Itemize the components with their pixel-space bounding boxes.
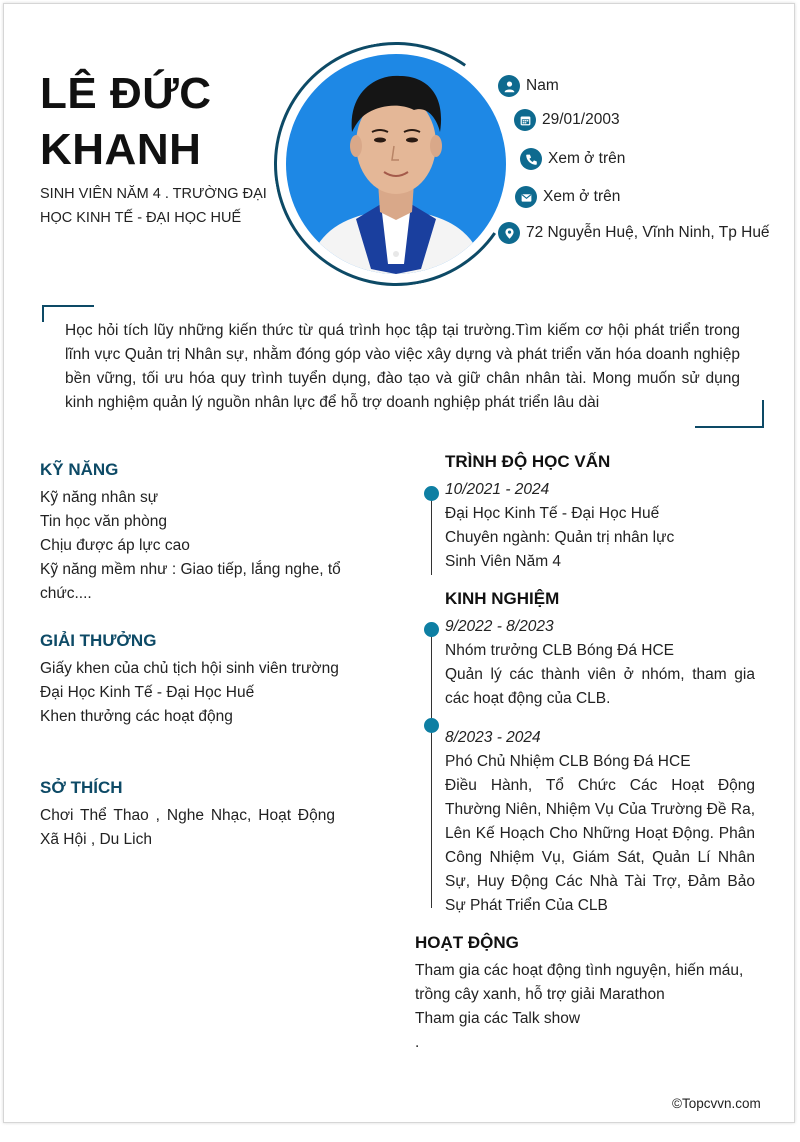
skills-section — [40, 458, 350, 606]
education-date: 10/2021 - 2024 — [445, 481, 550, 498]
email-text: Xem ở trên — [543, 188, 621, 205]
timeline-dot — [424, 718, 439, 733]
experience-entry — [445, 726, 755, 918]
calendar-icon — [514, 109, 536, 131]
award-item: Khen thưởng các hoạt động — [40, 708, 233, 725]
name-line-1: LÊ ĐỨC — [40, 69, 212, 118]
dob-text: 29/01/2003 — [542, 111, 620, 128]
education-heading: TRÌNH ĐỘ HỌC VẤN — [445, 452, 611, 471]
hobbies-text: Chơi Thể Thao , Nghe Nhạc, Hoạt Động Xã Hội , Du Lich — [40, 807, 335, 848]
award-item: Giấy khen của chủ tịch hội sinh viên trường — [40, 660, 339, 677]
name-line-2: KHANH — [40, 125, 202, 174]
activities-heading: HOẠT ĐỘNG — [415, 933, 519, 952]
experience-desc: Điều Hành, Tổ Chức Các Hoạt Động Thường Niên, Nhiệm Vụ Của Trường Đề Ra, Lên Kế Hoạch Cho Những Hoạt Động. Phân Công Nhiệm Vụ, Giám Sát, Quản Lí Nhân Sự, Huy Động Các Nhà Tài Trợ, Đảm Bảo Sự Phát Triển Của CLB — [445, 777, 755, 914]
candidate-title — [40, 182, 290, 230]
contact-dob — [514, 106, 800, 134]
timeline-line-education — [431, 493, 432, 575]
address-text: 72 Nguyễn Huệ, Vĩnh Ninh, Tp Huế — [526, 224, 770, 241]
contact-phone — [520, 145, 800, 173]
activity-item: Tham gia các Talk show — [415, 1010, 581, 1027]
hobbies-section — [40, 776, 335, 852]
skill-item: Kỹ năng nhân sự — [40, 489, 159, 506]
title-line-1: SINH VIÊN NĂM 4 . TRƯỜNG ĐẠI — [40, 186, 267, 202]
activities-section — [415, 931, 760, 1055]
awards-section — [40, 629, 350, 729]
title-line-2: HỌC KINH TẾ - ĐẠI HỌC HUẾ — [40, 210, 242, 226]
experience-date: 8/2023 - 2024 — [445, 729, 541, 746]
timeline-dot — [424, 486, 439, 501]
timeline-line-experience — [431, 630, 432, 908]
activity-item: . — [415, 1034, 420, 1051]
awards-heading: GIẢI THƯỞNG — [40, 631, 157, 650]
skills-heading: KỸ NĂNG — [40, 460, 119, 479]
phone-icon — [520, 148, 542, 170]
experience-role: Nhóm trưởng CLB Bóng Đá HCE — [445, 642, 675, 659]
education-school: Đại Học Kinh Tế - Đại Học Huế — [445, 505, 660, 522]
skill-item: Kỹ năng mềm như : Giao tiếp, lắng nghe, tổ chức.... — [40, 561, 341, 602]
footer-watermark: ©Topcvvn.com — [672, 1096, 761, 1111]
profile-photo — [286, 54, 506, 274]
experience-entry — [445, 615, 755, 711]
skill-item: Chịu được áp lực cao — [40, 537, 190, 554]
location-pin-icon — [498, 222, 520, 244]
phone-text: Xem ở trên — [548, 150, 626, 167]
contact-email — [515, 183, 800, 211]
education-major: Chuyên ngành: Quản trị nhân lực — [445, 529, 675, 546]
objective-corner-bottom-right — [695, 400, 764, 428]
education-entry — [445, 478, 755, 574]
candidate-name — [40, 66, 212, 178]
timeline-dot — [424, 622, 439, 637]
envelope-icon — [515, 186, 537, 208]
career-objective: Học hỏi tích lũy những kiến thức từ quá trình học tập tại trường.Tìm kiếm cơ hội phát triển trong lĩnh vực Quản trị Nhân sự, nhằm đóng góp vào việc xây dựng và phát triển văn hóa doanh nghiệp bền vững, tối ưu hóa quy trình tuyển dụng, đào tạo và giữ chân nhân tài. Mong muốn sử dụng kinh nghiệm quản lý nguồn nhân lực để hỗ trợ doanh nghiệp phát triển lâu dài — [65, 322, 740, 411]
profile-photo-illustration — [286, 54, 506, 274]
experience-date: 9/2022 - 8/2023 — [445, 618, 554, 635]
activity-item: Tham gia các hoạt động tình nguyện, hiến máu, trồng cây xanh, hỗ trợ giải Marathon — [415, 962, 744, 1003]
gender-text: Nam — [526, 77, 559, 94]
experience-desc: Quản lý các thành viên ở nhóm, tham gia các hoạt động của CLB. — [445, 666, 755, 707]
hobbies-heading: SỞ THÍCH — [40, 778, 123, 797]
award-item: Đại Học Kinh Tế - Đại Học Huế — [40, 684, 255, 701]
skill-item: Tin học văn phòng — [40, 513, 167, 530]
person-icon — [498, 75, 520, 97]
contact-gender — [498, 72, 788, 100]
experience-role: Phó Chủ Nhiệm CLB Bóng Đá HCE — [445, 753, 691, 770]
experience-heading: KINH NGHIỆM — [445, 589, 560, 608]
education-year: Sinh Viên Năm 4 — [445, 553, 562, 570]
contact-address — [498, 219, 788, 247]
